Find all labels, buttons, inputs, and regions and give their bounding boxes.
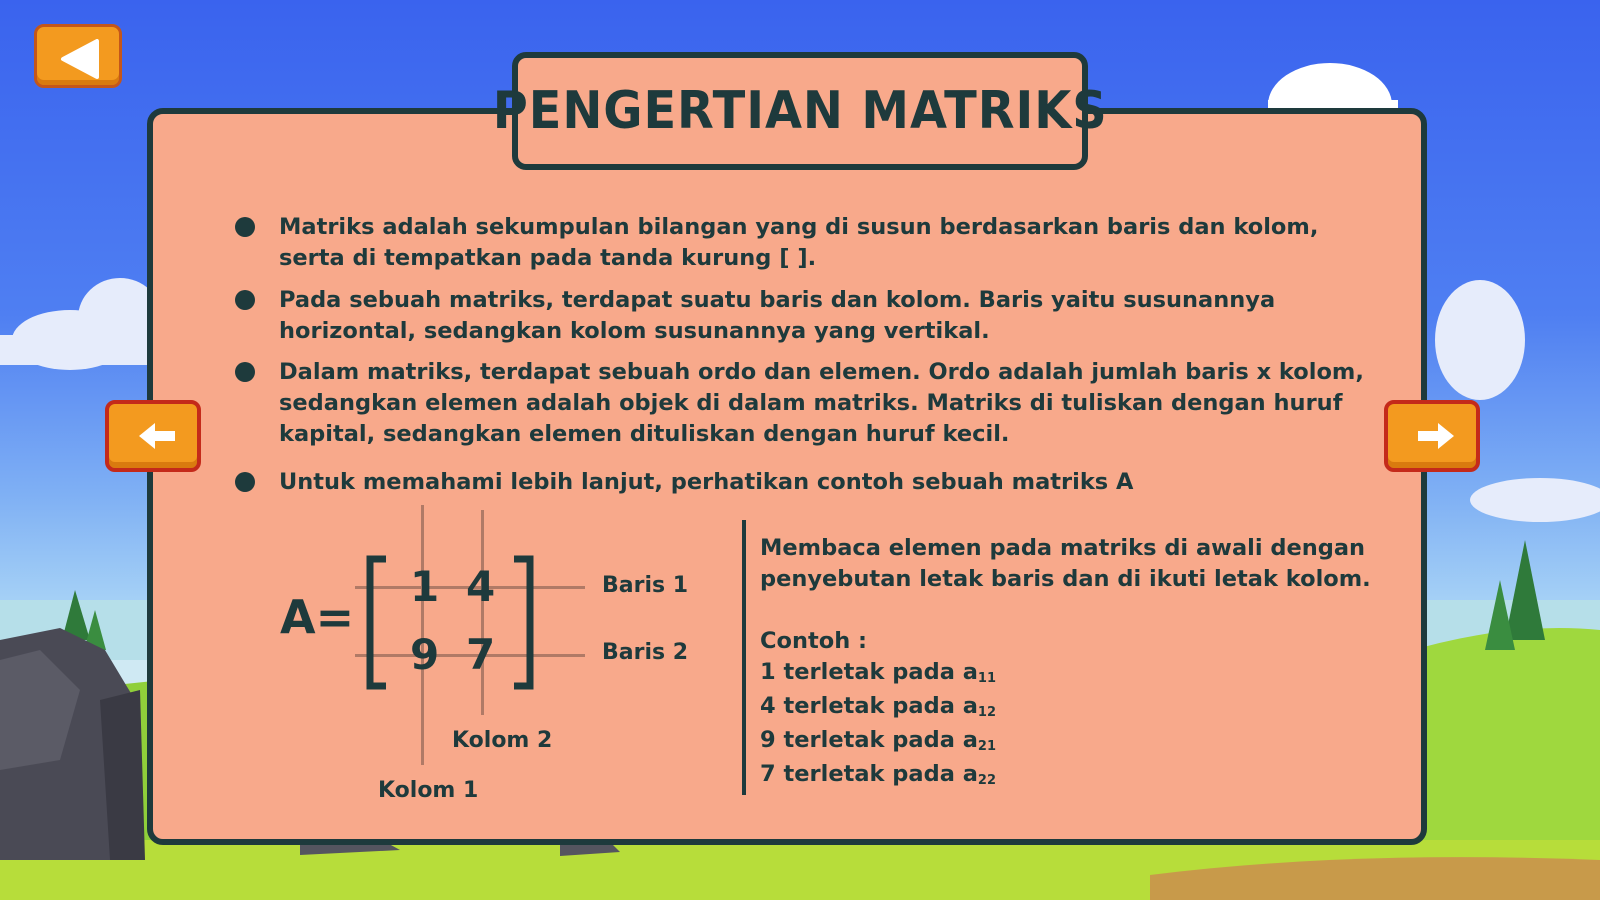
- example-line: 4 terletak pada $a_{12}$: [760, 693, 996, 720]
- matrix-label: A=: [280, 590, 355, 644]
- list-item: [235, 357, 1429, 450]
- arrow-left-icon: [135, 420, 179, 452]
- list-item: [235, 212, 1429, 274]
- vertical-divider: [742, 520, 746, 795]
- row-label: Baris 2: [602, 640, 689, 665]
- bullet-dot: [235, 290, 255, 310]
- bullet-text: Untuk memahami lebih lanjut, perhatikan contoh sebuah matriks A: [279, 469, 1134, 495]
- bullet-dot: [235, 217, 255, 237]
- row-label: Baris 1: [602, 573, 689, 598]
- matrix-cell: 7: [466, 630, 496, 679]
- matrix-cell: 1: [410, 562, 440, 611]
- bullet-text: Dalam matriks, terdapat sebuah ordo dan elemen. Ordo adalah jumlah baris x kolom, sedangkan elemen adalah objek di dalam matriks. Matriks di tuliskan dengan huruf kapital, sedangkan elemen dituliskan dengan huruf kecil.: [279, 359, 1364, 447]
- bullet-dot: [235, 362, 255, 382]
- bullet-text: Matriks adalah sekumpulan bilangan yang di susun berdasarkan baris dan kolom, serta di tempatkan pada tanda kurung [ ].: [279, 214, 1319, 271]
- example-line: 7 terletak pada $a_{22}$: [760, 761, 996, 788]
- column-label: Kolom 2: [452, 728, 553, 753]
- arrow-right-icon: [1414, 420, 1458, 452]
- back-triangle-icon: [59, 39, 103, 79]
- example-line: 1 terletak pada $a_{11}$: [760, 659, 996, 686]
- back-button[interactable]: [34, 24, 122, 88]
- matrix-brackets: [360, 555, 540, 690]
- example-line: 9 terletak pada $a_{21}$: [760, 727, 996, 754]
- explanation-block: [760, 533, 1420, 793]
- column-label: Kolom 1: [378, 778, 479, 803]
- bullet-text: Pada sebuah matriks, terdapat suatu baris dan kolom. Baris yaitu susunannya horizontal, sedangkan kolom susunannya yang vertikal.: [279, 287, 1276, 344]
- bullet-dot: [235, 472, 255, 492]
- matrix-cell: 9: [410, 630, 440, 679]
- title-banner: [492, 52, 1108, 170]
- matrix-cell: 4: [466, 562, 496, 611]
- page-title: PENGERTIAN MATRIKS: [492, 81, 1108, 141]
- example-heading: Contoh :: [760, 628, 868, 654]
- list-item: [235, 467, 1429, 498]
- prev-button[interactable]: [105, 400, 201, 472]
- list-item: [235, 285, 1429, 347]
- next-button[interactable]: [1384, 400, 1480, 472]
- explanation-intro: Membaca elemen pada matriks di awali dengan penyebutan letak baris dan di ikuti letak kolom.: [760, 535, 1371, 592]
